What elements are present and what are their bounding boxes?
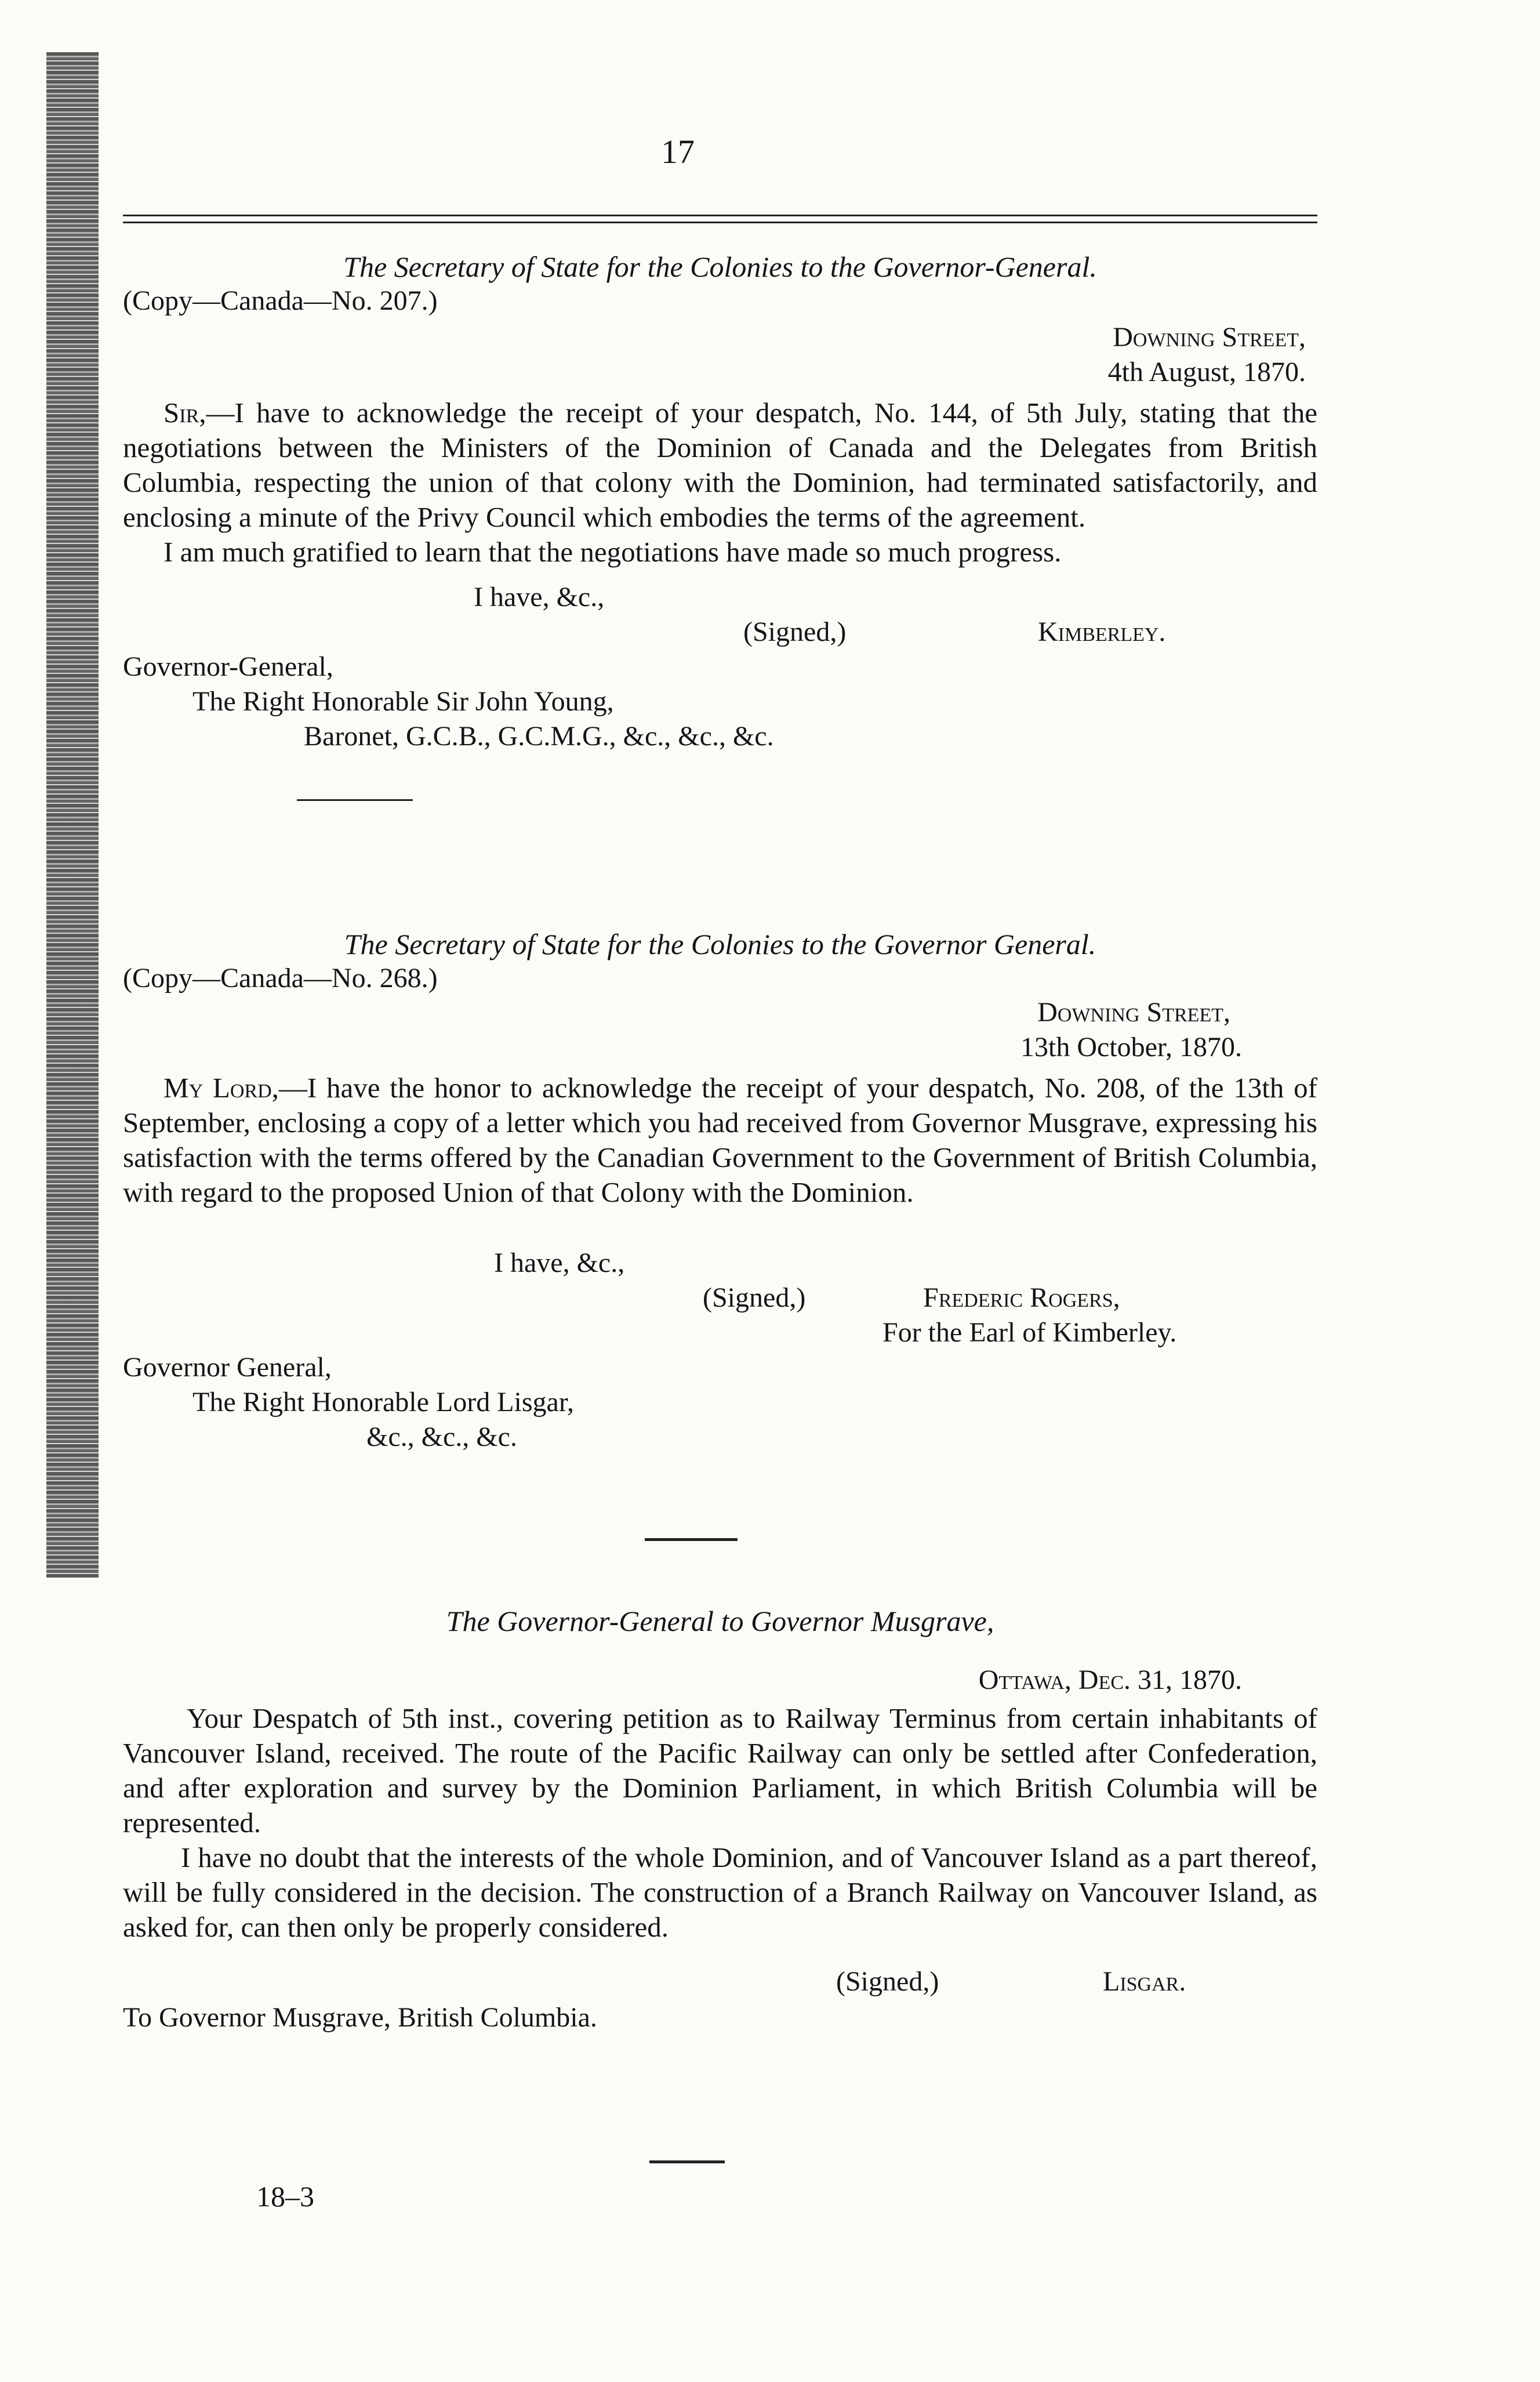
letter-heading: The Secretary of State for the Colonies to the Governor General. (344, 928, 1096, 960)
addressee-line: The Right Honorable Lord Lisgar, (192, 1387, 574, 1417)
signatory: Frederic Rogers, (923, 1282, 1120, 1313)
binding-edge (46, 52, 99, 1578)
signature-row (123, 1281, 1317, 1315)
letter-3 (123, 1604, 1317, 2035)
printer-signature: 18–3 (256, 2180, 314, 2213)
place-date: Ottawa, Dec. 31, 1870. (978, 1665, 1242, 1695)
addressee-line: Governor General, (123, 1352, 332, 1383)
copy-reference: (Copy—Canada—No. 268.) (123, 963, 438, 994)
salutation: Sir, (164, 397, 206, 429)
signatory: Kimberley. (1038, 617, 1166, 647)
date: 13th October, 1870. (1020, 1032, 1242, 1063)
place: Downing Street, (1113, 322, 1306, 353)
signatory-line-2: For the Earl of Kimberley. (882, 1317, 1177, 1348)
addressee-line: The Right Honorable Sir John Young, (192, 686, 614, 717)
signature-row (123, 1964, 1317, 1999)
letter-body (123, 1071, 1317, 1210)
copy-reference: (Copy—Canada—No. 207.) (123, 285, 438, 316)
letter-body (123, 396, 1317, 570)
paragraph (123, 396, 1317, 535)
closing-row (123, 580, 1317, 615)
letter-heading: The Secretary of State for the Colonies to the Governor-General. (343, 251, 1097, 283)
separator (649, 2160, 725, 2163)
separator (645, 1538, 738, 1541)
addressee-line: Baronet, G.C.B., G.C.M.G., &c., &c., &c. (304, 721, 774, 752)
paragraph: I am much gratified to learn that the negotiations have made so much progress. (164, 536, 1062, 568)
addressee-line: &c., &c., &c. (366, 1422, 517, 1452)
salutation: My Lord, (164, 1072, 279, 1104)
signed-label: (Signed,) (743, 617, 847, 647)
letter-1 (123, 249, 1317, 754)
header-rule (123, 215, 1317, 223)
closing: I have, &c., (494, 1248, 625, 1278)
paragraph (123, 1071, 1317, 1210)
addressee-line: To Governor Musgrave, British Columbia. (123, 2002, 597, 2033)
paragraph-text: —I have the honor to acknowledge the receipt of your despatch, No. 208, of the 13th of September, enclosing a copy of a letter which you had received from Governor Musgrave, expressing his satisfaction with the terms offered by the Canadian Government to the Government of British Columbia, with regard to the proposed Union of that Colony with the Dominion. (123, 1072, 1317, 1208)
letter-2 (123, 927, 1317, 1455)
page-number: 17 (661, 133, 695, 171)
letter-body (123, 1701, 1317, 1945)
addressee-block (123, 650, 1317, 754)
letter-heading: The Governor-General to Governor Musgrave, (446, 1605, 994, 1637)
closing: I have, &c., (474, 582, 605, 612)
addressee-block (123, 1350, 1317, 1455)
paragraph: Your Despatch of 5th inst., covering petition as to Railway Terminus from certain inhabitants of Vancouver Island, received. The route of the Pacific Railway can only be settled after Confederation, and after exploration and survey by the Dominion Parliament, in which British Columbia will be represented. (123, 1702, 1317, 1839)
addressee-block (123, 2000, 1317, 2035)
signed-label: (Signed,) (703, 1282, 806, 1313)
paragraph-text: —I have to acknowledge the receipt of your despatch, No. 144, of 5th July, stating that the negotiations between the Ministers of the Dominion of Canada and the Delegates from British Columbia, respecting the union of that colony with the Dominion, had terminated satisfactorily, and enclosing a minute of the Privy Council which embodies the terms of the agreement. (123, 397, 1317, 533)
addressee-line: Governor-General, (123, 651, 333, 682)
place: Downing Street, (1037, 997, 1230, 1028)
closing-row (123, 1246, 1317, 1281)
date: 4th August, 1870. (1107, 357, 1306, 387)
signature-row (123, 615, 1317, 650)
paragraph: I have no doubt that the interests of the whole Dominion, and of Vancouver Island as a part thereof, will be fully considered in the decision. The construction of a Branch Railway on Vancouver Island, as asked for, can then only be properly considered. (123, 1841, 1317, 1943)
signed-label: (Signed,) (836, 1966, 939, 1997)
separator (297, 799, 413, 801)
signatory: Lisgar. (1103, 1966, 1186, 1997)
signature-row-2 (123, 1315, 1317, 1350)
